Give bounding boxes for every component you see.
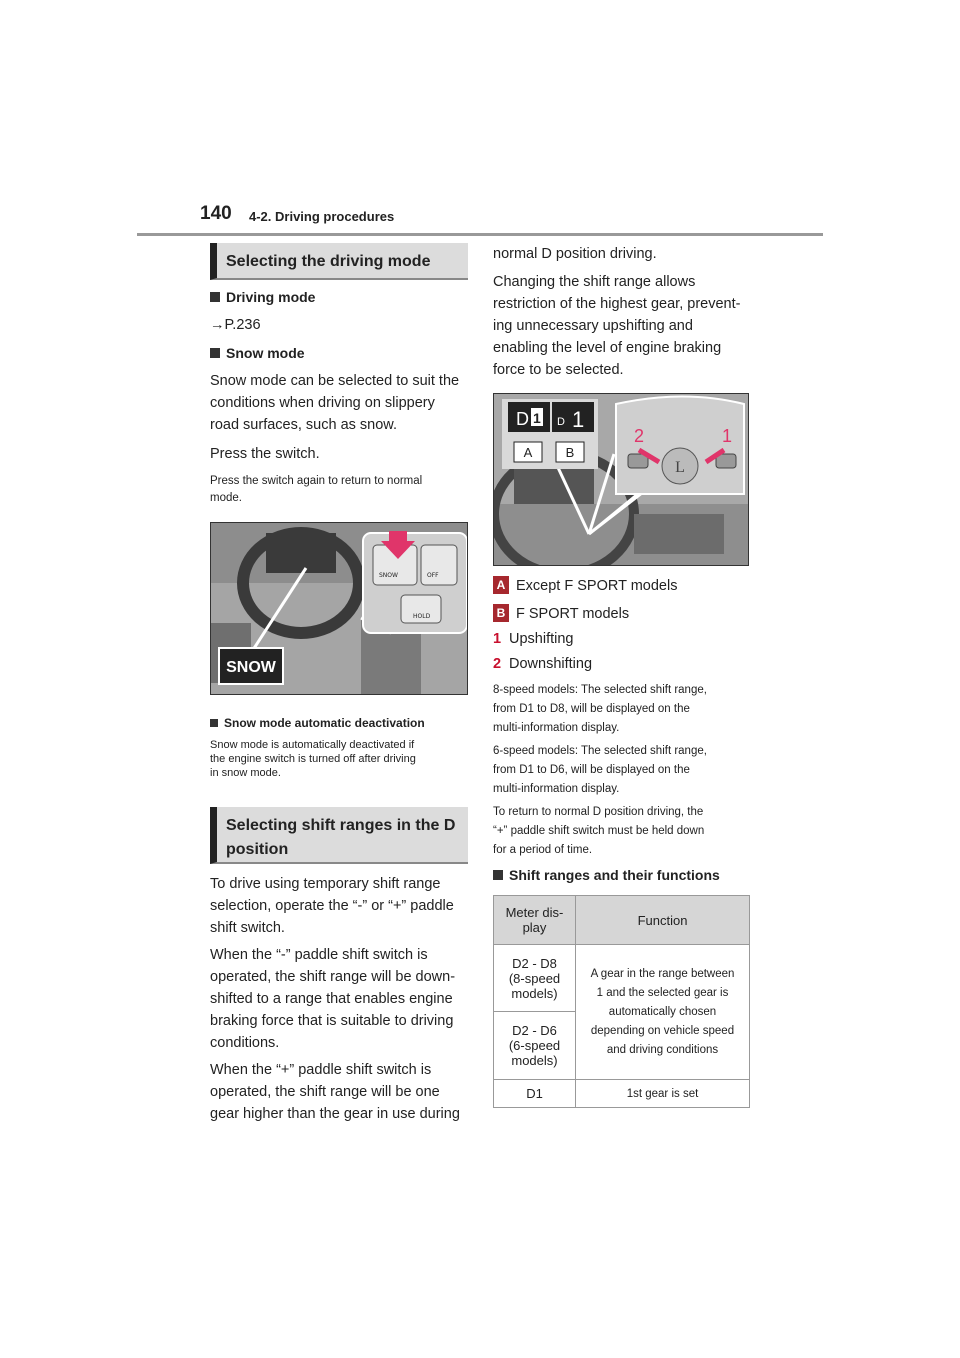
cell-d1: D1 (494, 1080, 576, 1108)
right-para-line-3: ing unnecessary upshifting and (493, 318, 693, 334)
table-header-row (494, 896, 750, 945)
continued-line: normal D position driving. (493, 246, 657, 262)
merged-line-5: and driving conditions (606, 1043, 719, 1056)
svg-text:B: B (565, 445, 575, 460)
cell-d2-d8-sub1: (8-speed (508, 970, 561, 986)
header-divider (137, 233, 823, 236)
square-bullet-icon (210, 292, 220, 302)
note-6speed (493, 742, 707, 799)
cell-d2-d6-sub2: models) (511, 1053, 558, 1068)
legend-a-text: Except F SPORT models (516, 578, 678, 594)
snow-mode-subhead-text: Snow mode (226, 345, 305, 361)
para2-line-4: braking force that is suitable to driving (210, 1013, 454, 1029)
dashboard-illustration (494, 394, 749, 566)
para2-line-5: conditions. (210, 1035, 280, 1051)
shift-ranges-table (493, 895, 750, 1108)
para1-line-2: selection, operate the “-” or “+” paddle (210, 898, 454, 914)
auto-deactivation-subhead-text: Snow mode automatic deactivation (224, 716, 425, 730)
auto-deactivation-line-3: in snow mode. (210, 767, 281, 779)
cabin-illustration (211, 523, 468, 695)
note-8speed (493, 681, 707, 738)
note-6speed-line-3: multi-information display. (493, 783, 620, 795)
right-para-line-5: force to be selected. (493, 362, 624, 378)
svg-text:SNOW: SNOW (226, 659, 276, 676)
merged-line-4: depending on vehicle speed (590, 1024, 735, 1037)
driving-mode-heading (210, 243, 468, 280)
cell-d2-d8-sub2: models) (511, 985, 558, 1001)
para1-line-3: shift switch. (210, 920, 285, 936)
step-1 (493, 628, 573, 650)
paddle-shift-illustration (493, 393, 749, 566)
driving-mode-heading-text: Selecting the driving mode (226, 253, 431, 270)
cell-1st-gear: 1st gear is set (576, 1080, 750, 1108)
snow-mode-illustration (210, 522, 468, 695)
shift-ranges-heading-line-1: Selecting shift ranges in the D (226, 817, 456, 834)
cell-d2-d8 (494, 945, 576, 1012)
svg-text:D: D (516, 409, 529, 429)
svg-text:HOLD: HOLD (413, 613, 431, 620)
note-8speed-line-2: from D1 to D8, will be displayed on the (493, 703, 690, 715)
shift-ranges-subhead-text: Shift ranges and their functions (509, 867, 720, 883)
col-meter-display: Meter dis- play (494, 896, 576, 945)
driving-mode-reference[interactable]: →P.236 (210, 317, 261, 333)
driving-mode-subhead-text: Driving mode (226, 289, 316, 305)
cell-d2-d6 (494, 1012, 576, 1080)
para3-line-3: gear higher than the gear in use during (210, 1106, 460, 1122)
snow-mode-subhead (210, 345, 305, 361)
svg-text:L: L (675, 459, 685, 476)
square-bullet-icon (210, 348, 220, 358)
auto-deactivation-subhead (210, 716, 425, 730)
merged-line-2: 1 and the selected gear is (596, 986, 729, 999)
para3-line-1: When the “+” paddle shift switch is (210, 1062, 432, 1078)
square-bullet-icon (493, 870, 503, 880)
note-return-line-2: “+” paddle shift switch must be held down (493, 825, 705, 837)
note-return-line-1: To return to normal D position driving, the (493, 806, 704, 818)
press-switch-text: Press the switch. (210, 446, 320, 462)
step-number-1: 1 (493, 631, 502, 647)
para1-line-1: To drive using temporary shift range (210, 876, 441, 892)
square-bullet-icon (210, 719, 218, 727)
press-again-line-2: mode. (210, 492, 242, 504)
press-again-line-1: Press the switch again to return to normal (210, 475, 423, 487)
svg-text:1: 1 (533, 410, 541, 426)
note-6speed-line-1: 6-speed models: The selected shift range, (493, 745, 707, 757)
svg-text:SNOW: SNOW (379, 572, 398, 579)
legend-b-text: F SPORT models (516, 606, 630, 622)
svg-text:OFF: OFF (427, 572, 439, 579)
svg-text:1: 1 (722, 426, 733, 446)
svg-text:A: A (523, 445, 533, 460)
snow-mode-line-1: Snow mode can be selected to suit the (210, 373, 460, 389)
note-8speed-line-3: multi-information display. (493, 722, 620, 734)
note-return (493, 803, 704, 860)
snow-mode-line-3: road surfaces, such as snow. (210, 417, 397, 433)
right-para-line-2: restriction of the highest gear, prevent- (493, 296, 741, 312)
page-number: 140 (200, 203, 232, 224)
note-6speed-line-2: from D1 to D6, will be displayed on the (493, 764, 690, 776)
right-para-line-1: Changing the shift range allows (493, 274, 696, 290)
cell-d2-d8-main: D2 - D8 (512, 955, 557, 971)
note-8speed-line-1: 8-speed models: The selected shift range, (493, 684, 707, 696)
legend-b (493, 603, 629, 625)
driving-mode-subhead (210, 289, 315, 305)
right-para-line-4: enabling the level of engine braking (493, 340, 722, 356)
auto-deactivation-line-2: the engine switch is turned off after driving (210, 753, 416, 765)
auto-deactivation-line-1: Snow mode is automatically deactivated if (210, 739, 415, 751)
svg-text:1: 1 (572, 407, 585, 432)
shift-ranges-heading (210, 807, 468, 864)
step-2-text: Downshifting (509, 656, 593, 672)
step-2 (493, 653, 592, 675)
para3-line-2: operated, the shift range will be one (210, 1084, 440, 1100)
para2-line-2: operated, the shift range will be down- (210, 969, 456, 985)
step-number-2: 2 (493, 656, 502, 672)
cell-d2-d6-main: D2 - D6 (512, 1023, 557, 1038)
snow-mode-line-2: conditions when driving on slippery (210, 395, 435, 411)
shift-ranges-subhead (493, 867, 720, 883)
label-a-badge: A (493, 576, 509, 594)
para2-line-1: When the “-” paddle shift switch is (210, 947, 428, 963)
cell-function-merged (576, 945, 750, 1080)
svg-text:2: 2 (634, 426, 645, 446)
merged-line-1: A gear in the range between (590, 967, 735, 980)
label-b-badge: B (493, 604, 509, 622)
table-row (494, 1080, 750, 1108)
section-title: 4-2. Driving procedures (249, 209, 395, 224)
col-function: Function (576, 896, 750, 945)
para2-line-3: shifted to a range that enables engine (210, 991, 453, 1007)
svg-text:D: D (557, 416, 565, 428)
shift-ranges-heading-line-2: position (226, 841, 289, 858)
legend-a (493, 575, 677, 597)
note-return-line-3: for a period of time. (493, 844, 593, 856)
table-row (494, 945, 750, 1012)
merged-line-3: automatically chosen (608, 1005, 717, 1018)
cell-d2-d6-sub1: (6-speed (508, 1038, 561, 1053)
step-1-text: Upshifting (509, 631, 574, 647)
